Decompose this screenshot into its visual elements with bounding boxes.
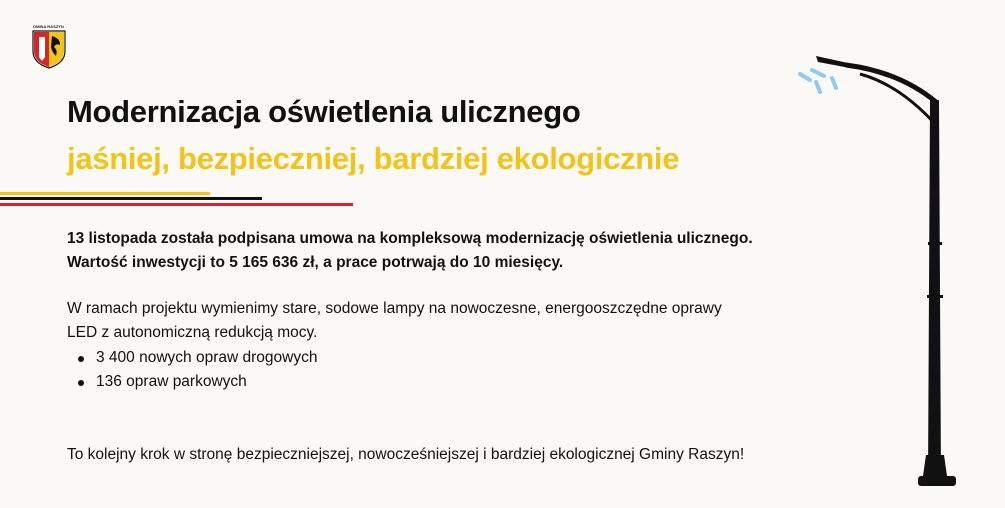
street-lamp-icon	[790, 50, 970, 495]
page-subtitle: jaśniej, bezpieczniej, bardziej ekologicznie	[67, 141, 680, 176]
red-stripe	[0, 203, 353, 206]
body-line-2: LED z autonomiczną redukcją mocy.	[67, 324, 318, 341]
lead-line-1: 13 listopada została podpisana umowa na kompleksową modernizację oświetlenia ulicznego.	[67, 230, 753, 247]
body-line-1: W ramach projektu wymienimy stare, sodowe lampy na nowoczesne, energooszczędne oprawy	[67, 300, 722, 317]
list-item: 3 400 nowych opraw drogowych	[78, 346, 317, 370]
body-paragraph	[67, 297, 827, 345]
bullet-list	[78, 346, 317, 394]
coat-of-arms-icon	[30, 23, 68, 69]
page-title: Modernizacja oświetlenia ulicznego	[67, 94, 581, 129]
list-item: 136 opraw parkowych	[78, 370, 317, 394]
lead-paragraph	[67, 227, 827, 275]
closing-text: To kolejny krok w stronę bezpieczniejszej, nowocześniejszej i bardziej ekologicznej Gminy Raszyn!	[67, 446, 745, 463]
black-stripe	[0, 197, 262, 200]
lead-line-2: Wartość inwestycji to 5 165 636 zł, a prace potrwają do 10 miesięcy.	[67, 254, 564, 271]
yellow-stripe	[0, 192, 210, 195]
logo-text: GMINA RASZYN	[33, 24, 64, 29]
